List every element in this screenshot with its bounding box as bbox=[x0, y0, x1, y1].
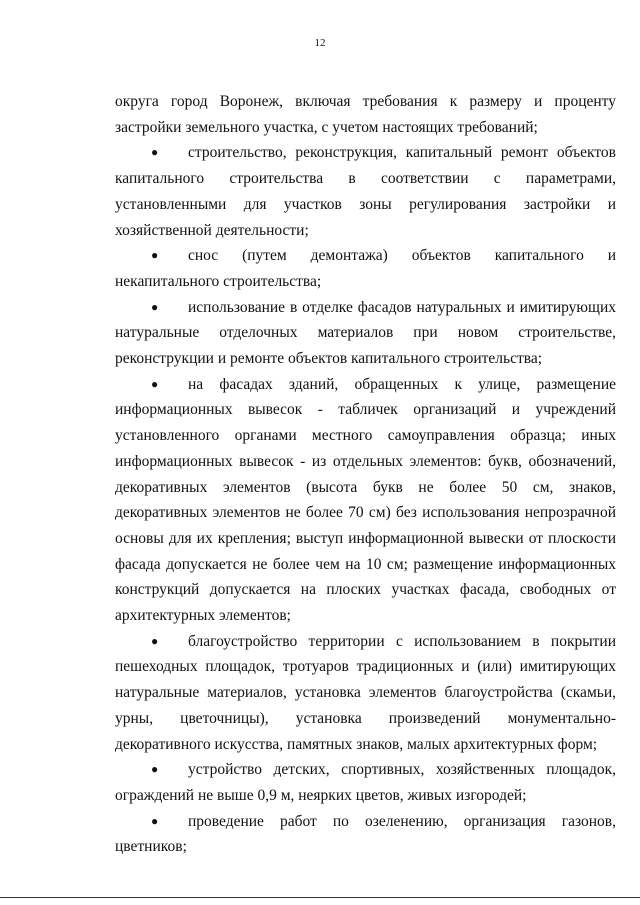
list-item-text: снос (путем демонтажа) объектов капитального и некапитального строительства; bbox=[115, 247, 616, 290]
list-item bbox=[115, 629, 616, 758]
bullet-icon: ● bbox=[151, 813, 159, 828]
list-item-text: на фасадах зданий, обращенных к улице, размещение информационных вывесок - табличек организаций и учреждений установленного органами местного самоуправления образца; иных информационных вывесок - из отдельных элементов: букв, обозначений, декоративных элементов (высота букв не более 50 см, знаков, декоративных элементов не более 70 см) без использования непрозрачной основы для их крепления; выступ информационной вывески от плоскости фасада допускается не более чем на 10 см; размещение информационных конструкций допускается на плоских участках фасада, свободных от архитектурных элементов; bbox=[115, 375, 616, 625]
bottom-divider bbox=[0, 897, 640, 898]
list-item bbox=[115, 243, 616, 294]
list-item bbox=[115, 809, 616, 860]
bullet-icon: ● bbox=[151, 299, 159, 314]
bullet-icon: ● bbox=[151, 145, 159, 160]
continuation-paragraph: округа город Воронеж, включая требования к размеру и проценту застройки земельного участка, с учетом настоящих требований; bbox=[115, 93, 616, 136]
list-item bbox=[115, 372, 616, 629]
bullet-icon: ● bbox=[151, 633, 159, 648]
list-item-text: устройство детских, спортивных, хозяйственных площадок, ограждений не выше 0,9 м, неярких цветов, живых изгородей; bbox=[115, 761, 616, 804]
list-item bbox=[115, 140, 616, 243]
page-number: 12 bbox=[314, 37, 326, 49]
list-item-text: строительство, реконструкция, капитальный ремонт объектов капитального строительства в соответствии с параметрами, установленными для участков зоны регулирования застройки и хозяйственной деятельности; bbox=[115, 144, 616, 239]
list-item-text: использование в отделке фасадов натуральных и имитирующих натуральные отделочных материалов при новом строительстве, реконструкции и ремонте объектов капитального строительства; bbox=[115, 298, 616, 368]
list-item-text: благоустройство территории с использованием в покрытии пешеходных площадок, тротуаров традиционных и (или) имитирующих натуральные материалов, установка элементов благоустройства (скамьи, урны, цветочницы), установка произведений монументально-декоративного искусства, памятных знаков, малых архитектурных форм; bbox=[115, 632, 616, 753]
bullet-icon: ● bbox=[151, 376, 159, 391]
bullet-icon: ● bbox=[151, 762, 159, 777]
body-text bbox=[115, 89, 616, 860]
bullet-icon: ● bbox=[151, 248, 159, 263]
list-item bbox=[115, 757, 616, 808]
list-item-text: проведение работ по озеленению, организация газонов, цветников; bbox=[115, 812, 616, 856]
list-item bbox=[115, 295, 616, 372]
